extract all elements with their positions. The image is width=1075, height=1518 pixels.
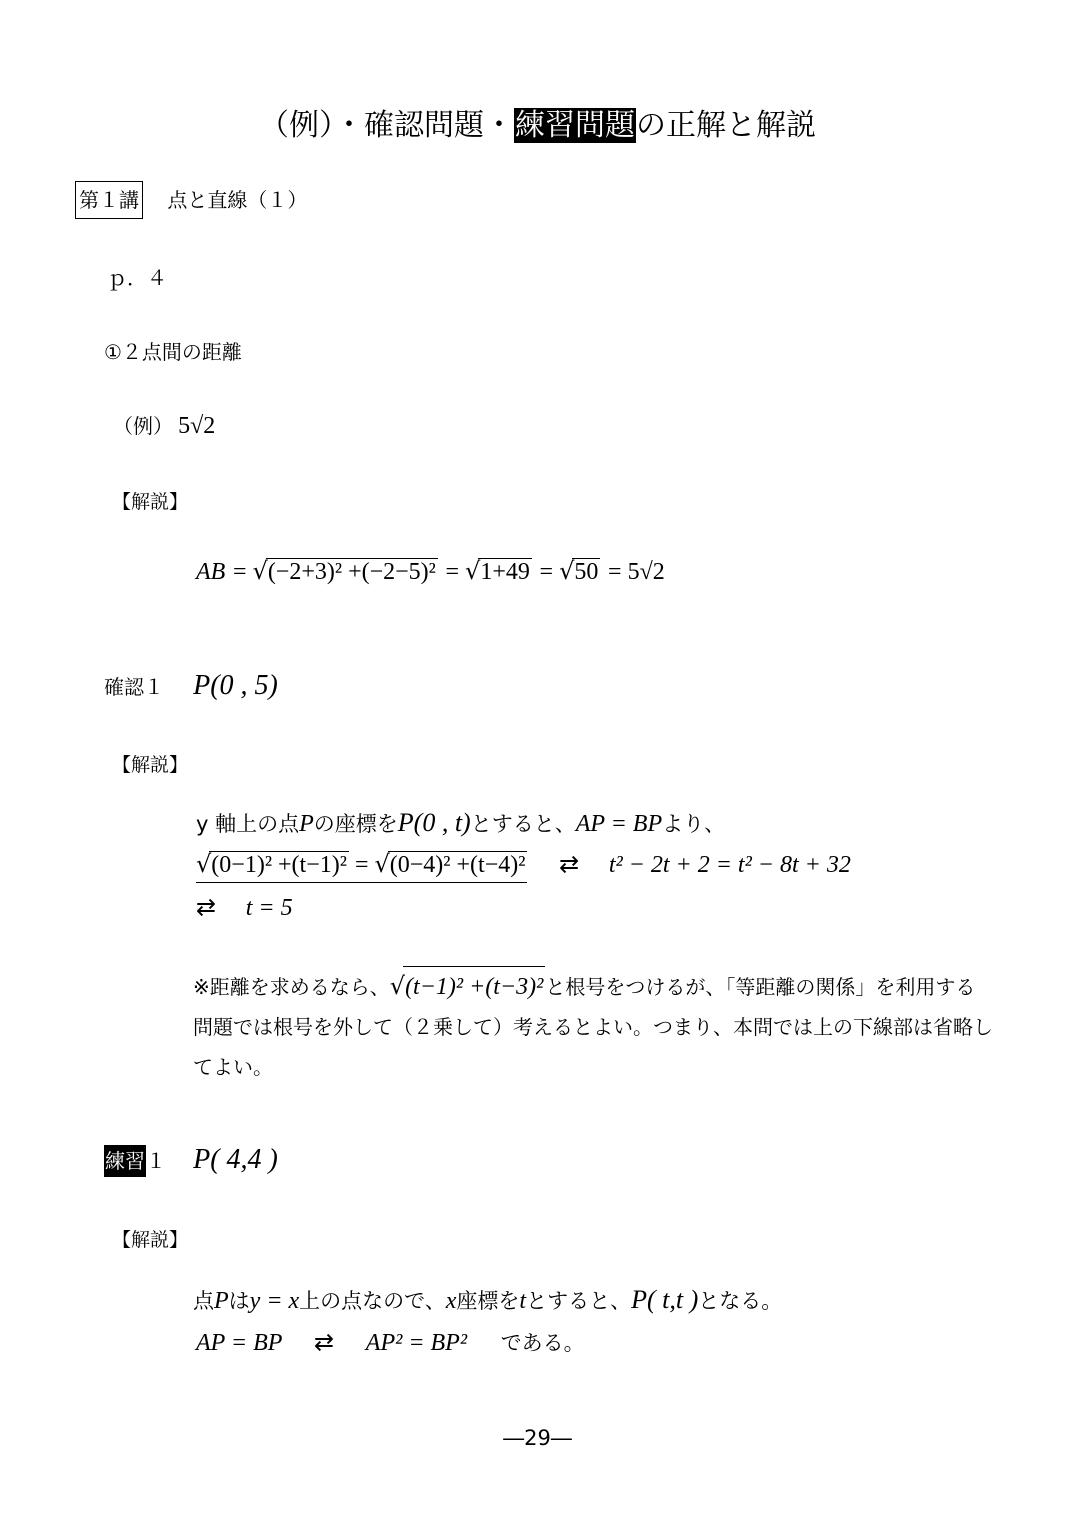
equivalence-arrow: ⇄ xyxy=(559,850,580,878)
note-root: (t−1)² +(t−3)² xyxy=(403,966,545,1007)
math: P(0 , t) xyxy=(397,808,471,837)
title-highlight: 練習問題 xyxy=(515,108,635,143)
topic-heading: ①２点間の距離 xyxy=(104,340,242,364)
kakunin-line1 xyxy=(196,808,725,838)
math: AP = BP xyxy=(575,811,663,837)
text: とすると、 xyxy=(526,1289,632,1313)
text: y 軸上の点 xyxy=(196,812,300,836)
renshu-number: １ xyxy=(146,1149,166,1173)
note-text: と根号をつけるが、「等距離の関係」を利用する問題では根号を外して（２乗して）考えるとよい。つまり、本問では上の下線部は省略してよい。 xyxy=(193,975,993,1079)
example-value: 5√2 xyxy=(178,413,216,439)
text: 点 xyxy=(193,1289,214,1313)
example-answer xyxy=(113,410,215,440)
kakunin-heading xyxy=(104,670,278,702)
math: t xyxy=(519,1288,527,1314)
page-reference: ｐ．４ xyxy=(107,266,167,290)
lecture-heading xyxy=(75,180,307,220)
title-prefix: （例）・確認問題・ xyxy=(259,108,514,143)
kaisetsu-label: 【解説】 xyxy=(112,754,189,776)
page-title xyxy=(0,100,1075,152)
quadratic-eq: t² − 2t + 2 = t² − 8t + 32 xyxy=(608,852,851,878)
math: y = x xyxy=(249,1288,300,1314)
renshu-answer: P( 4,4 ) xyxy=(193,1144,278,1175)
text: より、 xyxy=(662,812,726,836)
math: x xyxy=(445,1288,457,1314)
example-label: （例） xyxy=(113,414,173,438)
renshu-line1 xyxy=(193,1285,782,1315)
text: である。 xyxy=(500,1331,585,1355)
text: とすると、 xyxy=(470,812,576,836)
lecture-label: 第１講 xyxy=(75,181,143,219)
text: の座標を xyxy=(313,812,398,836)
page-number: ―29― xyxy=(503,1426,572,1450)
example-equation: AB = √(−2+3)² +(−2−5)² = √1+49 = √50 = 5√2 xyxy=(196,557,665,585)
eq-root2: 1+49 xyxy=(480,559,530,585)
eq-root3: 50 xyxy=(574,559,599,585)
text: となる。 xyxy=(698,1289,783,1313)
note-paragraph: ※距離を求めるなら、√(t−1)² +(t−3)² と根号をつけるが、「等距離の関係」を利用する問題では根号を外して（２乗して）考えるとよい。つまり、本問では上の下線部は省略してよい。 xyxy=(193,966,993,1087)
kakunin-label: 確認１ xyxy=(104,675,164,699)
text: 上の点なので、 xyxy=(299,1289,446,1313)
kakunin-line3 xyxy=(196,893,293,922)
math: P xyxy=(299,811,314,837)
text: は xyxy=(228,1289,250,1313)
rhs-root: (0−4)² +(t−4)² xyxy=(389,852,526,878)
eq-root1: (−2+3)² +(−2−5)² xyxy=(267,559,436,585)
math: AP² = BP² xyxy=(365,1330,468,1356)
kakunin-line2: √(0−1)² +(t−1)² = √(0−4)² +(t−4)² ⇄ t² − 2t + 2 = t² − 8t + 32 xyxy=(196,850,851,879)
math: AP = BP xyxy=(196,1330,283,1356)
note-text: ※距離を求めるなら、 xyxy=(193,975,390,999)
eq-lhs: AB xyxy=(196,559,226,585)
math: P xyxy=(214,1288,229,1314)
math: P( t,t ) xyxy=(631,1285,699,1314)
equivalence-arrow: ⇄ xyxy=(196,893,217,921)
text: 座標を xyxy=(456,1289,520,1313)
solution: t = 5 xyxy=(245,895,293,921)
title-suffix: の正解と解説 xyxy=(636,108,816,143)
kaisetsu-label: 【解説】 xyxy=(112,491,189,513)
kaisetsu-label: 【解説】 xyxy=(112,1229,189,1251)
kakunin-answer: P(0 , 5) xyxy=(193,670,278,701)
lhs-root: (0−1)² +(t−1)² xyxy=(211,852,347,878)
equivalence-arrow: ⇄ xyxy=(314,1328,335,1356)
renshu-label: 練習 xyxy=(104,1145,146,1177)
eq-result: 5√2 xyxy=(627,559,665,585)
renshu-heading xyxy=(104,1144,278,1176)
lecture-name: 点と直線（１） xyxy=(167,188,308,212)
renshu-line2 xyxy=(196,1327,585,1357)
